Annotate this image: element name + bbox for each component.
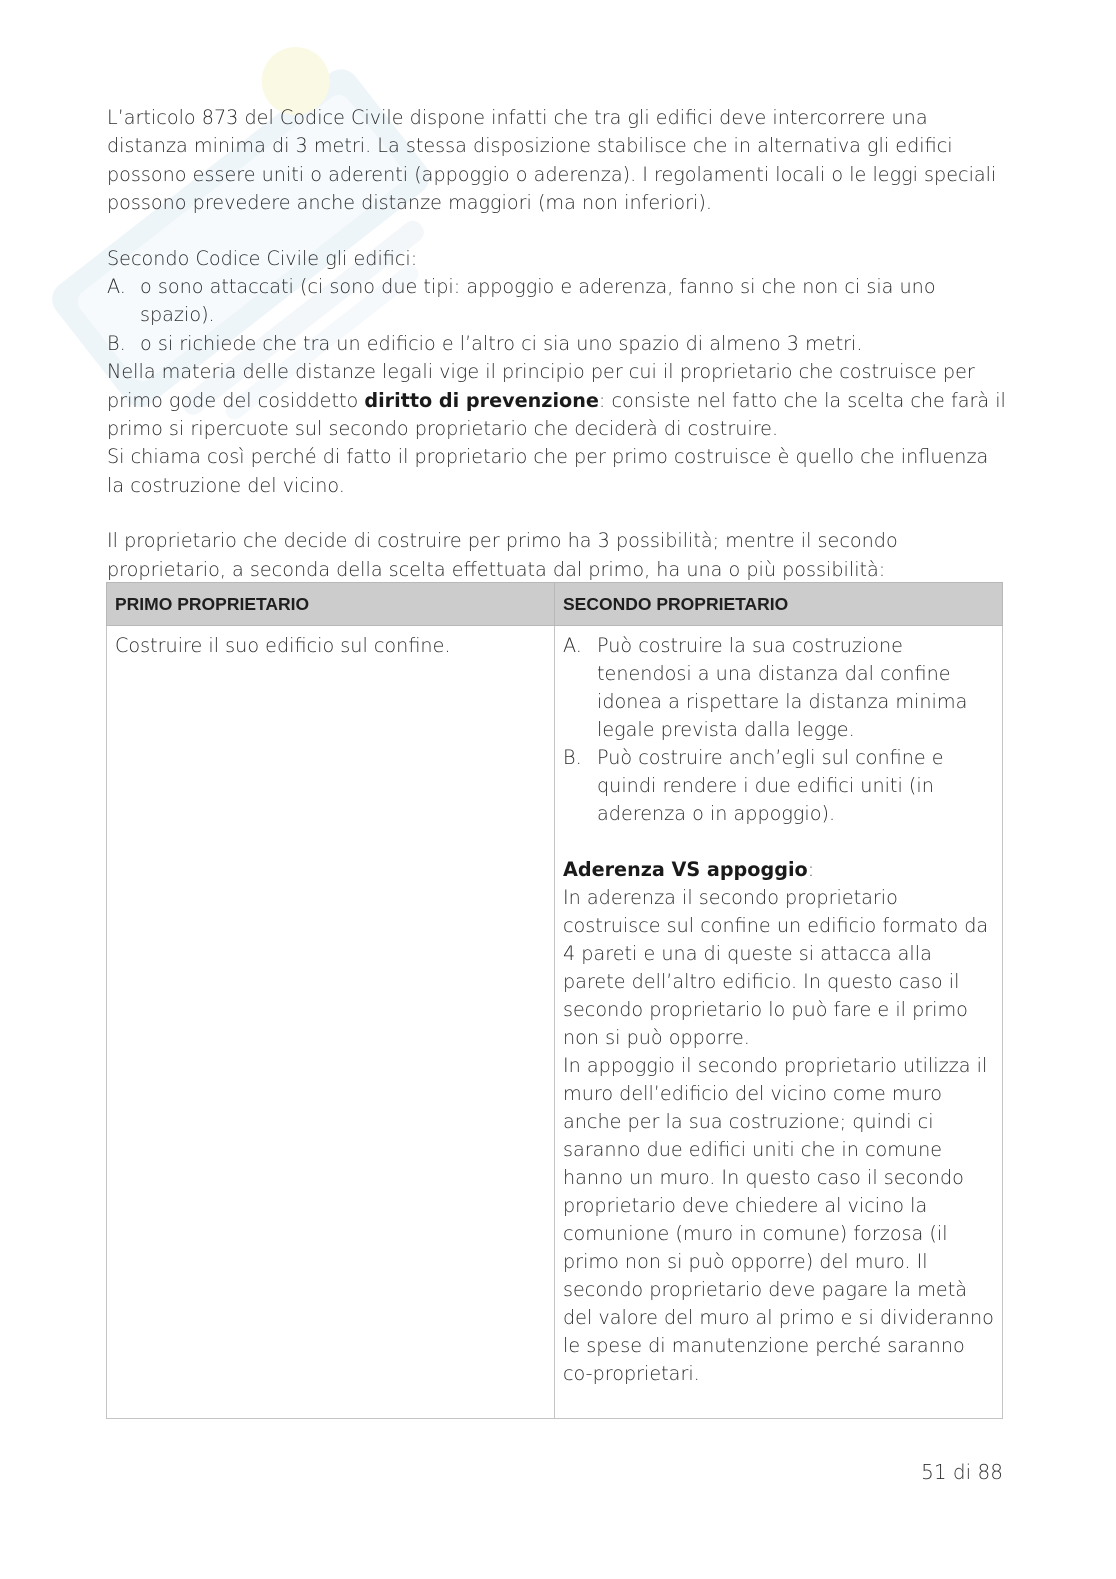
subheading-line [563, 856, 994, 884]
list-item-text: Può costruire anch’egli sul confine e quindi rendere i due edifici uniti (in aderenza o in appoggio). [597, 746, 944, 825]
list-item [107, 330, 1007, 358]
list-item [107, 273, 1007, 330]
list-item-text: Può costruire la sua costruzione tenendosi a una distanza dal confine idonea a rispettare la distanza minima legale prevista dalla legge. [597, 634, 968, 741]
list-item-letter: B. [107, 331, 126, 355]
comparison-table [106, 582, 1003, 1419]
primo-cell: Costruire il suo edificio sul confine. [107, 626, 555, 1419]
list-item-text: o si richiede che tra un edificio e l’altro ci sia uno spazio di almeno 3 metri. [140, 331, 863, 355]
subheading-colon: : [807, 858, 815, 881]
secondo-cell [555, 626, 1003, 1419]
table-header-row [107, 583, 1003, 626]
list-item [563, 632, 994, 744]
list-item-letter: B. [563, 746, 582, 769]
document-body [107, 104, 1007, 584]
list-item [563, 744, 994, 828]
table-row [107, 626, 1003, 1419]
list-item-letter: A. [563, 634, 582, 657]
possibilities-paragraph: Il proprietario che decide di costruire per primo ha 3 possibilità; mentre il secondo proprietario, a seconda della scelta effettuata dal primo, ha una o più possibilità: [107, 529, 898, 581]
prevention-text-after: : consiste nel fatto che la scelta che farà il primo si ripercuote sul secondo proprietario che deciderà di costruire. [107, 388, 1006, 441]
prevention-term: diritto di prevenzione [364, 388, 599, 412]
prevention-paragraph [107, 358, 1007, 443]
prevention-text-before: Nella materia delle distanze legali vige il principio per cui il proprietario che costruisce per primo gode del cosiddetto [107, 360, 975, 412]
aderenza-text: In aderenza il secondo proprietario costruisce sul confine un edificio formato da 4 pareti e una di queste si attacca alla parete dell’altro edificio. In questo caso il secondo proprietario lo può fare e il primo non si può opporre. [563, 886, 989, 1049]
page-number: 51 di 88 [921, 1460, 1003, 1484]
header-secondo-proprietario: SECONDO PROPRIETARIO [555, 583, 1003, 626]
section-intro: Secondo Codice Civile gli edifici: [107, 246, 418, 270]
header-primo-proprietario: PRIMO PROPRIETARIO [107, 583, 555, 626]
list-item-letter: A. [107, 275, 126, 299]
list-item-text: o sono attaccati (ci sono due tipi: appoggio e aderenza, fanno si che non ci sia uno spazio). [140, 275, 936, 327]
subheading: Aderenza VS appoggio [563, 858, 808, 881]
why-paragraph: Si chiama così perché di fatto il proprietario che per primo costruisce è quello che influenza la costruzione del vicino. [107, 445, 989, 497]
intro-paragraph: L’articolo 873 del Codice Civile dispone infatti che tra gli edifici deve intercorrere una distanza minima di 3 metri. La stessa disposizione stabilisce che in alternativa gli edifici possono essere uniti o aderenti (appoggio o aderenza). I regolamenti locali o le leggi speciali possono prevedere anche distanze maggiori (ma non inferiori). [107, 106, 997, 215]
appoggio-text: In appoggio il secondo proprietario utilizza il muro dell’edificio del vicino come muro anche per la sua costruzione; quindi ci saranno due edifici uniti che in comune hanno un muro. In questo caso il secondo proprietario deve chiedere al vicino la comunione (muro in comune) forzosa (il primo non si può opporre) del muro. Il secondo proprietario deve pagare la metà del valore del muro al primo e si divideranno le spese di manutenzione perché saranno co-proprietari. [563, 1054, 994, 1385]
